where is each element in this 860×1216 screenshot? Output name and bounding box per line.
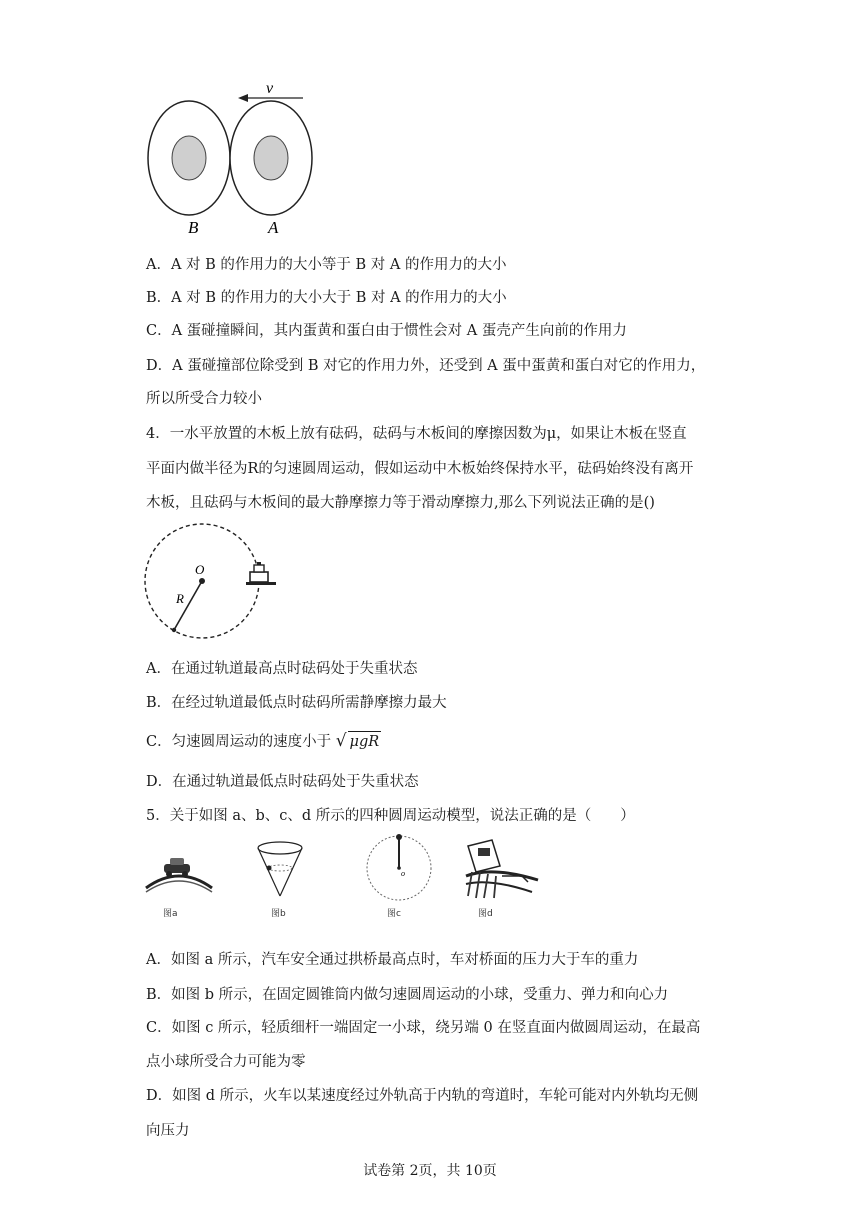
label-b: B	[188, 218, 199, 237]
sqrt-radicand: μgR	[348, 731, 382, 752]
weight-on-board	[246, 562, 276, 585]
label-a: A	[268, 218, 279, 237]
figure-b-cone	[255, 838, 305, 900]
page-footer: 试卷第 2页，共 10页	[363, 1163, 497, 1179]
q4-option-d: D．在通过轨道最低点时砝码处于失重状态	[146, 774, 419, 790]
q4-stem-line3: 木板，且砝码与木板间的最大静摩擦力等于滑动摩擦力,那么下列说法正确的是()	[146, 495, 655, 511]
label-o: O	[195, 562, 205, 577]
figure-c-rod-circle	[362, 832, 437, 904]
velocity-arrowhead	[238, 94, 248, 102]
edge-point	[172, 628, 176, 632]
egg-a-yolk	[254, 136, 288, 180]
egg-b-yolk	[172, 136, 206, 180]
caption-d: 图d	[478, 909, 493, 919]
q3-option-d-cont: 所以所受合力较小	[146, 391, 262, 407]
svg-text:o: o	[401, 869, 405, 878]
q4-option-c	[146, 731, 381, 752]
q4-option-a: A．在通过轨道最高点时砝码处于失重状态	[146, 661, 418, 677]
q3-option-d: D．A 蛋碰撞部位除受到 B 对它的作用力外，还受到 A 蛋中蛋黄和蛋白对它的作用力，	[146, 358, 706, 374]
q4-stem-line1: 4．一水平放置的木板上放有砝码，砝码与木板间的摩擦因数为μ，如果让木板在竖直	[146, 426, 687, 442]
q4-option-b: B．在经过轨道最低点时砝码所需静摩擦力最大	[146, 695, 447, 711]
label-r: R	[176, 591, 184, 606]
figure-d-train-curve	[462, 836, 540, 902]
q5-option-c-cont: 点小球所受合力可能为零	[146, 1054, 306, 1070]
sqrt-symbol: √	[335, 731, 347, 751]
figure-a-arch-bridge	[142, 850, 217, 895]
circular-motion-figure	[140, 520, 280, 645]
caption-b: 图b	[271, 909, 286, 919]
q4-stem-line2: 平面内做半径为R的匀速圆周运动，假如运动中木板始终保持水平，砝码始终没有离开	[146, 461, 694, 477]
q5-option-d-cont: 向压力	[146, 1123, 190, 1139]
egg-collision-figure	[140, 78, 330, 238]
q5-option-b: B．如图 b 所示，在固定圆锥筒内做匀速圆周运动的小球，受重力、弹力和向心力	[146, 987, 669, 1003]
caption-c: 图c	[387, 909, 401, 919]
caption-a: 图a	[163, 909, 178, 919]
q5-option-d: D．如图 d 所示，火车以某速度经过外轨高于内轨的弯道时，车轮可能对内外轨均无侧	[146, 1088, 699, 1104]
q5-stem: 5．关于如图 a、b、c、d 所示的四种圆周运动模型，说法正确的是（ ）	[146, 808, 635, 824]
velocity-label: v	[266, 80, 274, 97]
q3-option-a: A．A 对 B 的作用力的大小等于 B 对 A 的作用力的大小	[146, 257, 507, 273]
q4-option-c-text: C．匀速圆周运动的速度小于	[146, 734, 332, 750]
center-point	[199, 578, 205, 584]
q5-option-c: C．如图 c 所示，轻质细杆一端固定一小球，绕另端 0 在竖直面内做圆周运动，在最高	[146, 1020, 701, 1036]
q3-option-b: B．A 对 B 的作用力的大小大于 B 对 A 的作用力的大小	[146, 290, 507, 306]
q5-option-a: A．如图 a 所示，汽车安全通过拱桥最高点时，车对桥面的压力大于车的重力	[146, 952, 639, 968]
q3-option-c: C．A 蛋碰撞瞬间，其内蛋黄和蛋白由于惯性会对 A 蛋壳产生向前的作用力	[146, 323, 627, 339]
